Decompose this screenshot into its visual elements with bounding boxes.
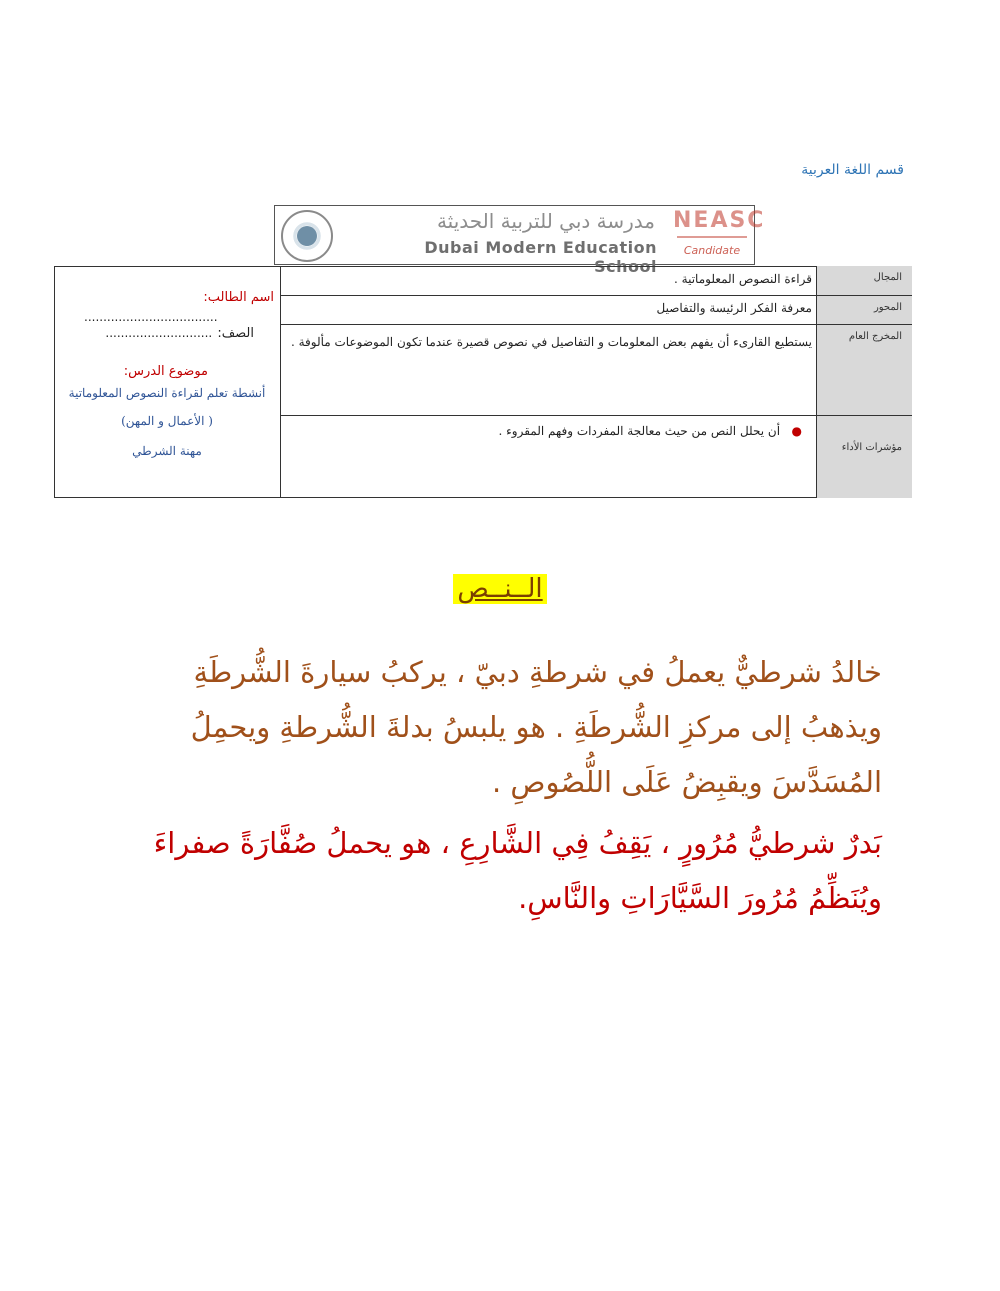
school-header-banner xyxy=(274,205,766,276)
text-section-heading: الــنــص xyxy=(0,574,1000,604)
table-label-axis: المحور xyxy=(816,296,912,324)
lesson-line-3: مهنة الشرطي xyxy=(132,444,202,458)
neasc-logo-icon xyxy=(673,208,766,262)
school-seal-icon xyxy=(281,210,333,262)
table-value-field: قراءة النصوص المعلوماتية . xyxy=(674,272,812,286)
table-label-indicators: مؤشرات الأداء xyxy=(816,416,912,498)
table-value-indicators: ● أن يحلل النص من حيث معالجة المفردات وفهم المقروء . xyxy=(498,424,802,438)
neasc-logo-text: NEASC xyxy=(673,208,766,233)
class-field[interactable]: الصف: ............................ xyxy=(105,326,254,341)
lesson-line-2: (الأعمال و المهن ) xyxy=(121,414,213,428)
table-label-field: المجال xyxy=(816,266,912,295)
school-name-arabic: مدرسة دبي للتربية الحديثة xyxy=(436,209,655,233)
neasc-candidate-text: Candidate xyxy=(683,244,741,257)
bullet-icon: ● xyxy=(791,424,802,438)
student-name-field[interactable]: ................................... xyxy=(84,310,218,324)
school-name-english: Dubai Modern Education School xyxy=(424,238,657,276)
table-value-axis: معرفة الفكر الرئيسة والتفاصيل xyxy=(656,301,812,315)
lesson-topic-label: موضوع الدرس: xyxy=(123,364,208,379)
table-value-outcome: يستطيع القارىء أن يفهم بعض المعلومات و التفاصيل في نصوص قصيرة عندما تكون الموضوعات مألوفة . xyxy=(290,335,812,349)
lesson-line-1: أنشطة تعلم لقراءة النصوص المعلوماتية xyxy=(68,386,266,400)
student-name-label: اسم الطالب: xyxy=(203,290,274,305)
table-label-outcome: المخرج العام xyxy=(816,325,912,415)
paragraph-badr: بَدرٌ شرطيُّ مُرُورٍ ، يَقِفُ فِي الشَّارِعِ ، هو يحملُ صُفَّارَةً صفراءَ ويُنَظِّمُ مُرُورَ السَّيَّارَاتِ والنَّاسِ. xyxy=(153,826,882,915)
department-title: قسم اللغة العربية xyxy=(801,162,904,178)
paragraph-khaled: خالدُ شرطيٌّ يعملُ في شرطةِ دبيّ ، يركبُ سيارةَ الشُّرطَةِ ويذهبُ إلى مركزِ الشُّرطَةِ . هو يلبسُ بدلةَ الشُّرطةِ ويحمِلُ المُسَدَّسَ ويقبِضُ عَلَى اللُّصُوصِ . xyxy=(190,655,882,799)
